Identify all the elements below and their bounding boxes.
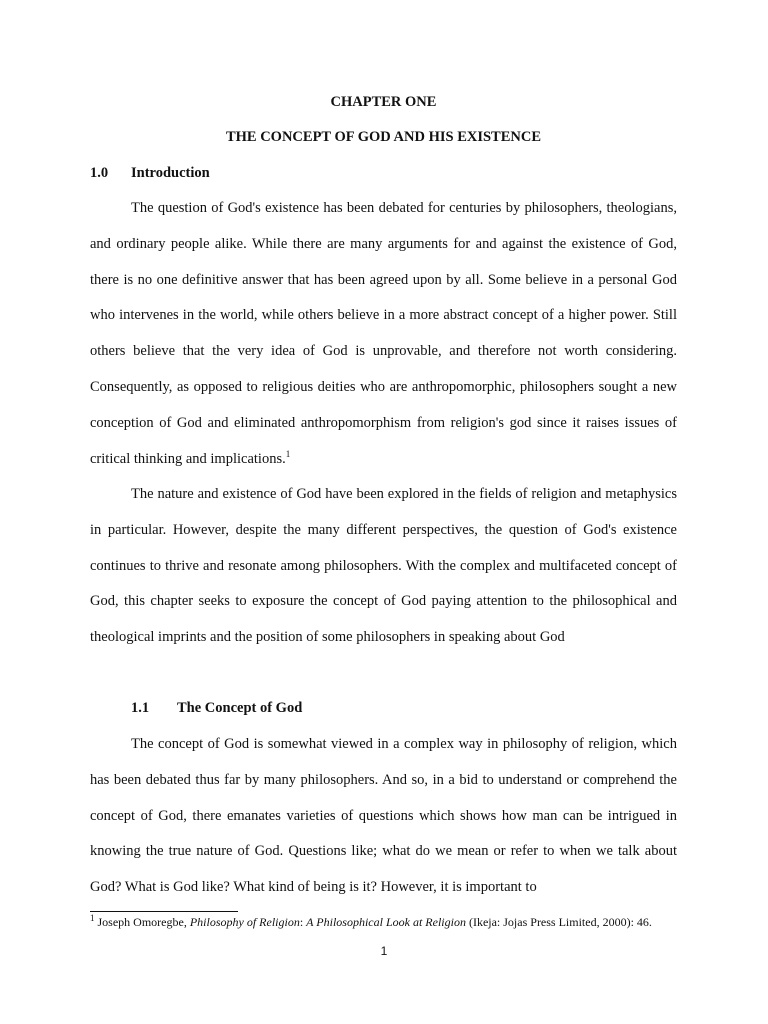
page-number: 1 <box>380 944 388 958</box>
intro-paragraph-2: The nature and existence of God have been explored in the fields of religion and metaphysics in particular. However, despite the many different perspectives, the question of God's existence continues to thrive and resonate among philosophers. With the complex and multifaceted concept of God, this chapter seeks to exposure the concept of God paying attention to the philosophical and theological imprints and the position of some philosophers in speaking about God <box>90 486 677 646</box>
chapter-title: THE CONCEPT OF GOD AND HIS EXISTENCE <box>225 129 542 145</box>
footnote-title-separator: : <box>299 915 307 929</box>
footnote-title-part2: A Philosophical Look at Religion <box>306 915 466 929</box>
footnote-reference: 1 <box>285 448 291 459</box>
chapter-label: CHAPTER ONE <box>330 94 437 110</box>
concept-paragraph: The concept of God is somewhat viewed in a complex way in philosophy of religion, which has been debated thus far by many philosophers. And so, in a bid to understand or comprehend the concept of God, there emanates varieties of questions which shows how man can be intrigued in knowing the true nature of God. Questions like; what do we mean or refer to when we talk about God? What is God like? What kind of being is it? However, it is important to <box>90 736 677 896</box>
footnote-publication: (Ikeja: Jojas Press Limited, 2000): 46. <box>465 915 652 929</box>
intro-paragraph-1 <box>90 191 677 477</box>
footnote-author: Joseph Omoregbe, <box>97 915 190 929</box>
intro-paragraph-1-text: The question of God's existence has been debated for centuries by philosophers, theologians, and ordinary people alike. While there are many arguments for and against the existence of God, there is no one definitive answer that has been agreed upon by all. Some believe in a personal God who intervenes in the world, while others believe in a more abstract concept of a higher power. Still others believe that the very idea of God is unprovable, and therefore not worth considering. Consequently, as opposed to religious deities who are anthropomorphic, philosophers sought a new conception of God and eliminated anthropomorphism from religion's god since it raises issues of critical thinking and implications. <box>90 200 677 467</box>
section-number-1-1: 1.1 <box>131 700 150 716</box>
footnote-number: 1 <box>90 913 95 923</box>
section-title-concept-of-god: The Concept of God <box>177 700 303 716</box>
footnote-divider <box>90 911 238 912</box>
section-number-1-0: 1.0 <box>90 165 109 181</box>
footnote <box>90 914 690 930</box>
section-title-introduction: Introduction <box>131 165 210 181</box>
footnote-title-part1: Philosophy of Religion <box>189 915 300 929</box>
